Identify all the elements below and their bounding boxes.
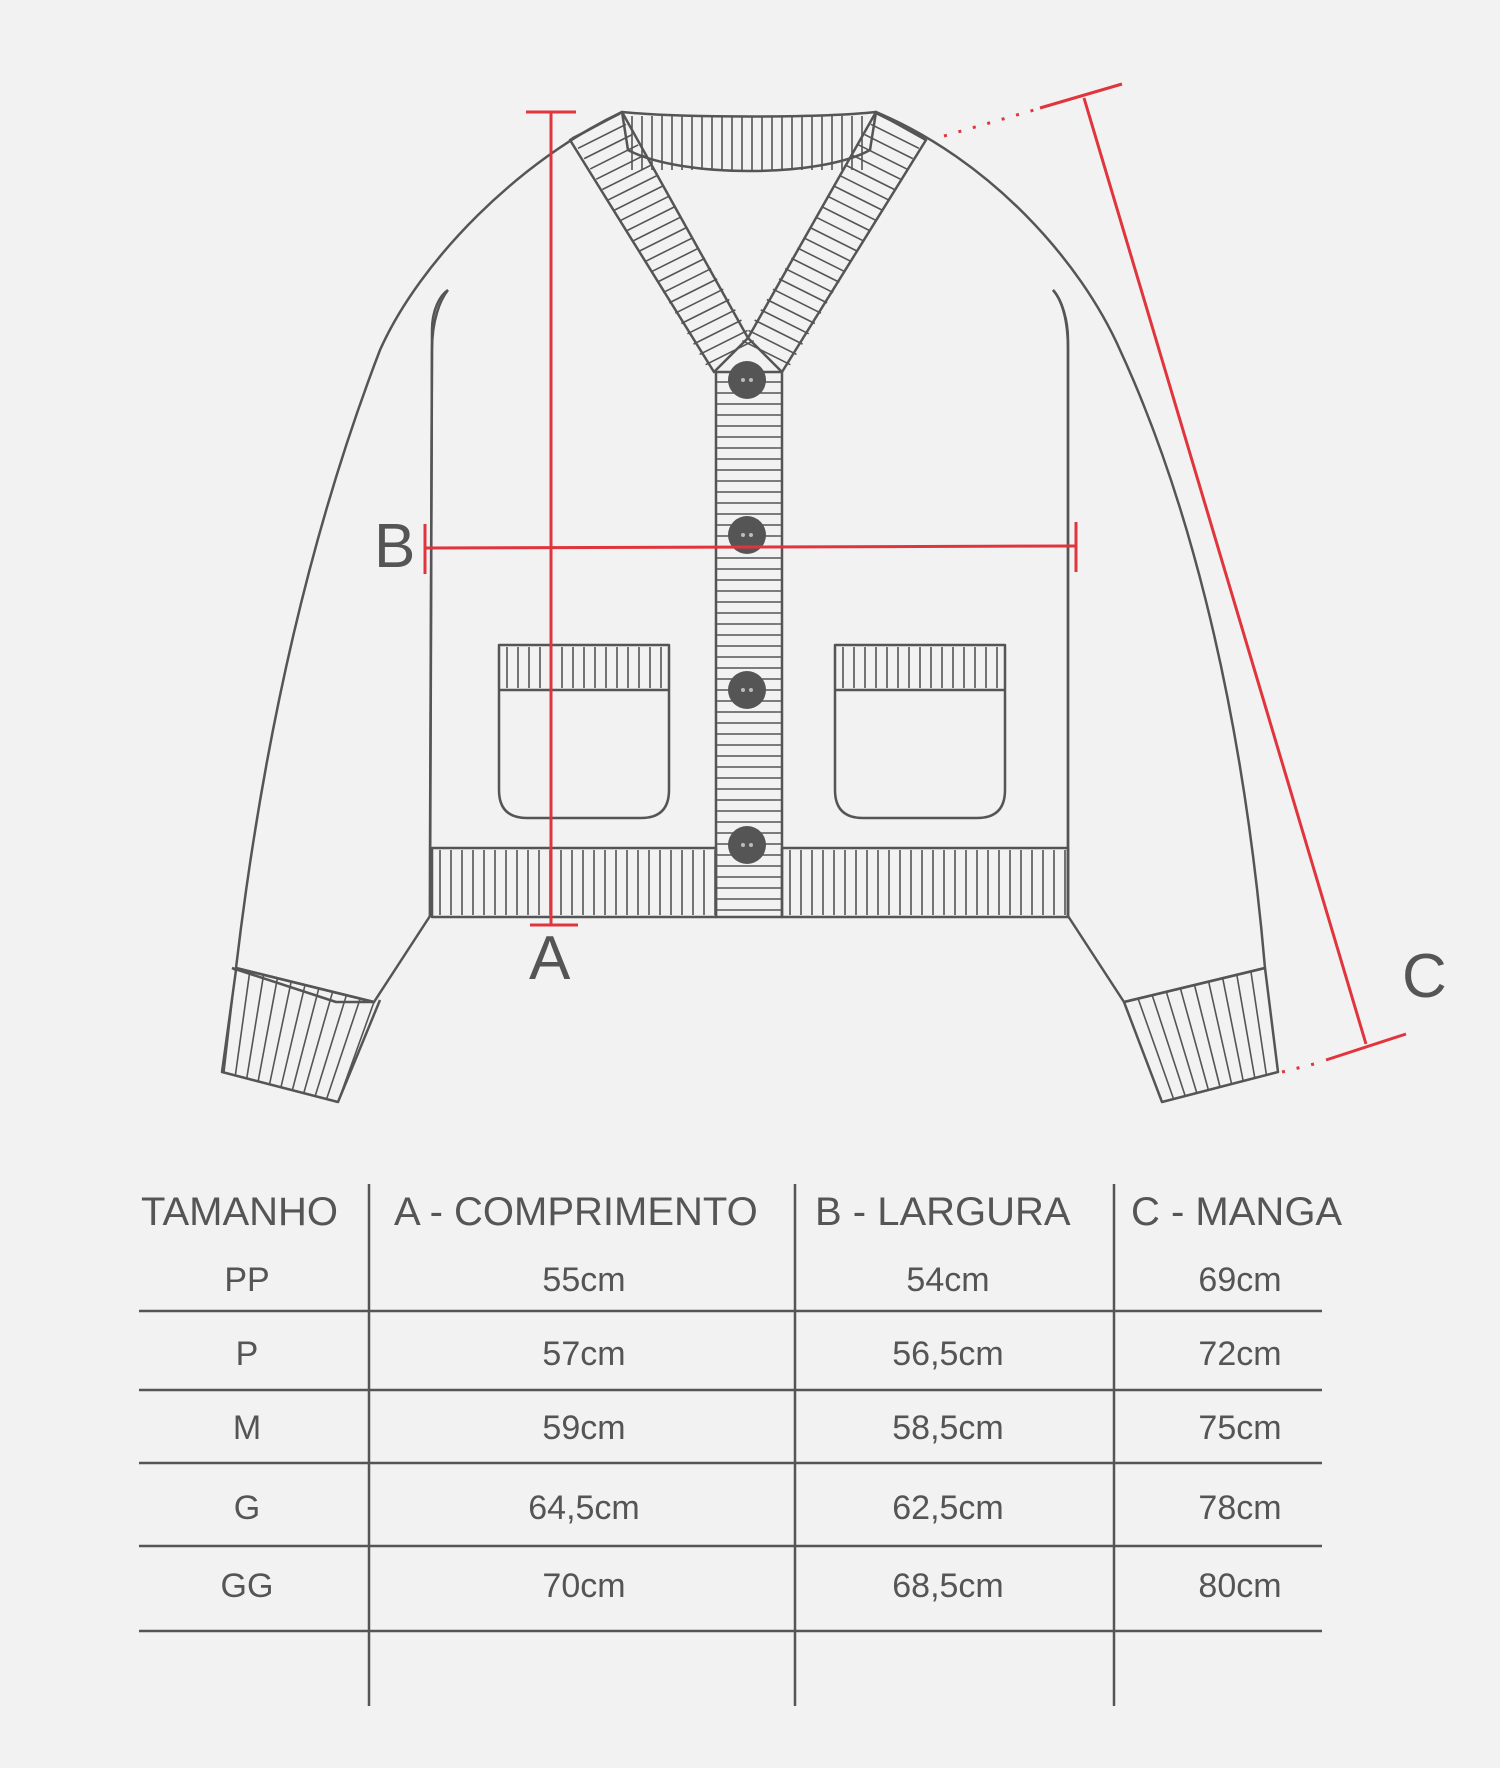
v-neck-rib-stripe — [578, 124, 626, 148]
size-cell: PP — [224, 1261, 270, 1299]
v-neck-rib-stripe — [828, 196, 876, 220]
v-neck-rib-stripe — [853, 155, 901, 179]
cuff-rib-stripe — [224, 968, 236, 1072]
v-neck-rib-stripe — [773, 289, 821, 313]
v-neck-rib-stripe — [651, 248, 699, 272]
v-neck-rib-stripe — [761, 310, 809, 334]
right-hem-rib — [782, 848, 1068, 917]
v-neck-rib-stripe — [791, 258, 839, 282]
measure-cell: 57cm — [542, 1335, 626, 1373]
measure-c-cap-bottom — [1326, 1034, 1406, 1060]
measure-cell: 72cm — [1198, 1335, 1282, 1373]
measure-cell: 62,5cm — [892, 1489, 1004, 1527]
v-neck-rib-stripe — [627, 207, 675, 231]
measure-cell: 69cm — [1198, 1261, 1282, 1299]
size-table-lines — [0, 1160, 1500, 1768]
v-neck-rib-stripe — [877, 114, 925, 138]
header-sleeve: C - MANGA — [1131, 1190, 1343, 1234]
v-neck-rib-stripe — [804, 238, 852, 262]
v-neck-rib-stripe — [859, 145, 907, 169]
v-neck-rib-stripe — [669, 279, 717, 303]
measure-c-dots-top — [944, 110, 1034, 136]
measure-b-label: B — [374, 512, 416, 581]
button-circle — [728, 671, 766, 709]
left-sleeve-seam — [430, 290, 448, 916]
measure-cell: 70cm — [542, 1567, 626, 1605]
measure-cell: 64,5cm — [528, 1489, 640, 1527]
v-neck-rib-stripe — [816, 217, 864, 241]
v-neck-rib-stripe — [840, 176, 888, 200]
v-neck-rib-stripe — [767, 299, 815, 323]
v-neck-rib-stripe — [748, 330, 796, 354]
measure-cell: 68,5cm — [892, 1567, 1004, 1605]
cuff-rib-stripe — [270, 982, 292, 1084]
v-neck-rib-stripe — [675, 289, 723, 313]
v-neck-rib-stripe — [633, 217, 681, 241]
size-cell: M — [232, 1409, 262, 1447]
v-neck-rib-stripe — [797, 248, 845, 272]
cuff-rib-stripe — [1209, 982, 1232, 1084]
v-neck-rib-stripe — [639, 227, 687, 251]
button-circle — [728, 826, 766, 864]
left-hem-rib — [432, 848, 716, 917]
v-neck-rib-stripe — [590, 145, 638, 169]
cuff-rib-stripe — [1265, 968, 1278, 1072]
measure-cell: 80cm — [1198, 1567, 1282, 1605]
measure-c-dots-bottom — [1282, 1062, 1322, 1072]
v-neck-rib-stripe — [810, 227, 858, 251]
v-neck-rib-stripe — [663, 269, 711, 293]
v-neck-rib-stripe — [608, 176, 656, 200]
measure-c-line — [1084, 98, 1366, 1044]
cuff-rib-stripe — [315, 995, 346, 1096]
cuff-rib-stripe — [338, 1002, 374, 1102]
v-neck-rib-stripe — [822, 207, 870, 231]
v-neck-rib-stripe — [596, 155, 644, 179]
measure-cell: 56,5cm — [892, 1335, 1004, 1373]
back-neck-rib — [622, 112, 876, 171]
size-cell: G — [233, 1489, 261, 1527]
v-neck-rib-stripe — [694, 320, 742, 344]
right-sleeve-seam — [1053, 290, 1068, 916]
v-neck-rib-stripe — [742, 341, 790, 365]
v-neck-rib-stripe — [645, 238, 693, 262]
cuff-rib-stripe — [1166, 992, 1197, 1093]
v-neck-rib-stripe — [834, 186, 882, 210]
v-neck-rib-stripe — [602, 166, 650, 190]
measure-cell: 78cm — [1198, 1489, 1282, 1527]
header-length: A - COMPRIMENTO — [394, 1190, 758, 1234]
left-cuff — [222, 968, 380, 1102]
v-neck-rib-stripe — [779, 279, 827, 303]
measure-cell: 55cm — [542, 1261, 626, 1299]
cuff-rib-stripe — [281, 985, 305, 1087]
measure-cell: 54cm — [906, 1261, 990, 1299]
button-circle — [728, 361, 766, 399]
v-neck-rib-stripe — [657, 258, 705, 282]
v-neck-rib-stripe — [785, 269, 833, 293]
header-size: TAMANHO — [141, 1190, 339, 1234]
cuff-rib-stripe — [1195, 985, 1221, 1087]
cuff-rib-stripe — [1251, 971, 1267, 1075]
cuff-rib-stripe — [304, 992, 333, 1093]
v-neck-rib-stripe — [865, 135, 913, 159]
header-width: B - LARGURA — [815, 1190, 1071, 1234]
measure-cell: 59cm — [542, 1409, 626, 1447]
v-neck-rib-stripe — [681, 299, 729, 323]
measure-cell: 75cm — [1198, 1409, 1282, 1447]
measure-c-label: C — [1402, 942, 1447, 1011]
v-neck-rib-stripe — [621, 196, 669, 220]
v-neck-rib-stripe — [572, 114, 620, 138]
v-neck-rib-stripe — [700, 330, 748, 354]
size-cell: GG — [220, 1567, 274, 1605]
right-cuff — [1124, 968, 1278, 1102]
v-neck-rib-stripe — [584, 135, 632, 159]
cuff-rib-stripe — [327, 999, 361, 1099]
measure-c-cap-top — [1040, 84, 1122, 108]
v-neck-rib-stripe — [755, 320, 803, 344]
v-neck-rib-stripe — [687, 310, 735, 334]
cuff-rib-stripe — [292, 988, 318, 1090]
measure-a-label: A — [529, 924, 571, 993]
cuff-rib-stripe — [1152, 995, 1185, 1096]
size-cell: P — [235, 1335, 259, 1373]
v-neck-rib-stripe — [615, 186, 663, 210]
measure-cell: 58,5cm — [892, 1409, 1004, 1447]
v-neck-rib-stripe — [846, 166, 894, 190]
cuff-rib-stripe — [235, 971, 249, 1075]
measure-b-line — [425, 546, 1076, 548]
cuff-rib-stripe — [1180, 988, 1208, 1090]
